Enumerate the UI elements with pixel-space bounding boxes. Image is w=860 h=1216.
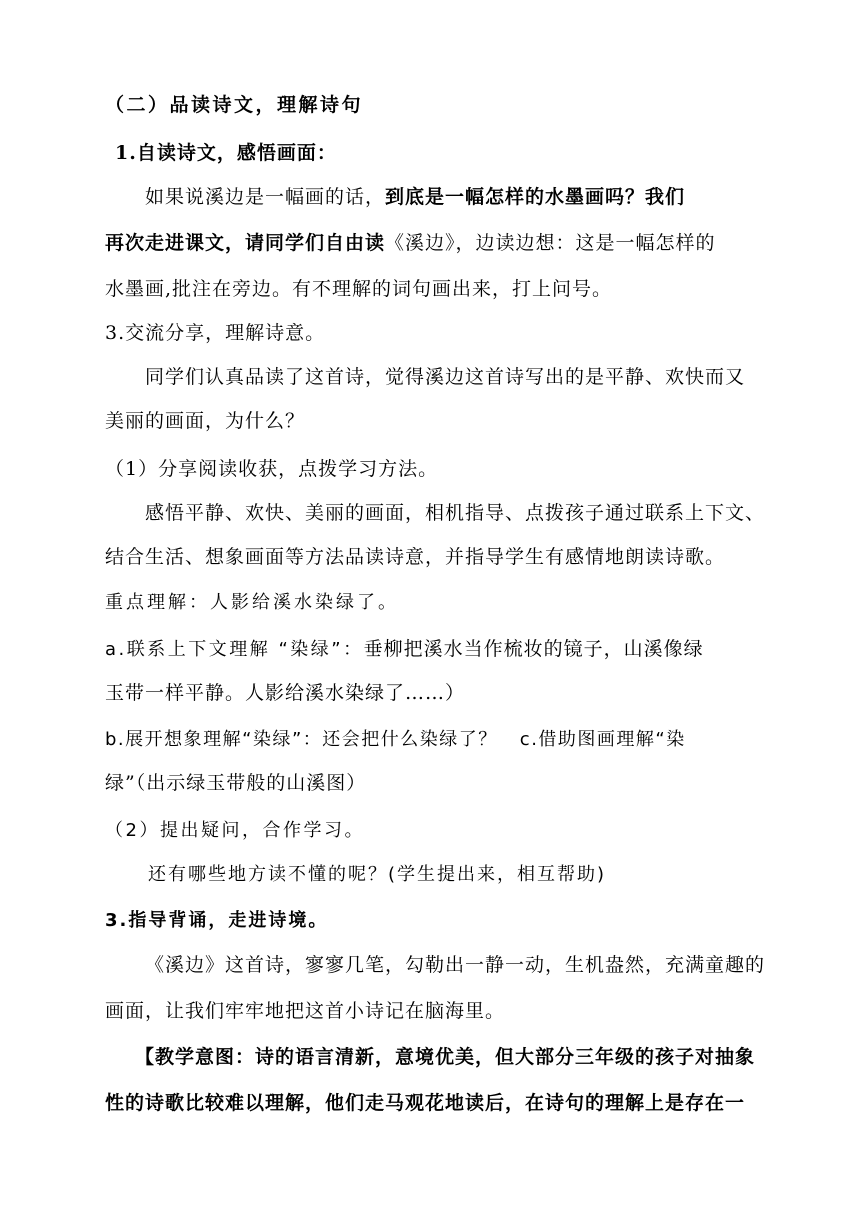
text-bold: 再次走进课文，请同学们自由读 bbox=[105, 232, 386, 254]
paragraph-line: 《溪边》这首诗，寥寥几笔，勾勒出一静一动，生机盎然，充满童趣的 bbox=[145, 954, 766, 976]
paragraph-line: 结合生活、想象画面等方法品读诗意，并指导学生有感情地朗读诗歌。 bbox=[105, 546, 726, 568]
step-heading-recite: 3.指导背诵，走进诗境。 bbox=[105, 910, 329, 931]
paragraph-line: 同学们认真品读了这首诗，觉得溪边这首诗写出的是平静、欢快而又 bbox=[145, 366, 746, 388]
sub-heading-2: （2）提出疑问，合作学习。 bbox=[105, 820, 365, 841]
step-heading-self-reading: 1.自读诗文，感悟画面： bbox=[115, 142, 337, 164]
text-normal: 《溪边》，边读边想：这是一幅怎样的 bbox=[385, 232, 716, 254]
paragraph-line: 还有哪些地方读不懂的呢？(学生提出来，相互帮助) bbox=[148, 864, 607, 885]
text-normal: c.借助图画理解“染 bbox=[519, 729, 686, 750]
step-heading-share: 3.交流分享，理解诗意。 bbox=[105, 322, 326, 344]
text-bold: 到底是一幅怎样的水墨画吗？我们 bbox=[385, 186, 686, 208]
teaching-intent-line: 性的诗歌比较难以理解，他们走马观花地读后，在诗句的理解上是存在一 bbox=[105, 1092, 746, 1114]
paragraph-line bbox=[145, 184, 685, 210]
teaching-intent-line: 【教学意图：诗的语言清新，意境优美，但大部分三年级的孩子对抽象 bbox=[135, 1046, 756, 1068]
text-normal: b.展开想象理解“染绿”：还会把什么染绿了？ bbox=[105, 729, 498, 750]
paragraph-line: 美丽的画面，为什么？ bbox=[105, 410, 306, 432]
text-normal: a.联系上下文理解 “染绿”： bbox=[105, 639, 364, 660]
paragraph-line: 感悟平静、欢快、美丽的画面，相机指导、点拨孩子通过联系上下文、 bbox=[145, 502, 766, 524]
paragraph-line: 水墨画,批注在旁边。有不理解的词句画出来，打上问号。 bbox=[105, 278, 613, 300]
paragraph-line bbox=[105, 636, 704, 663]
paragraph-line bbox=[105, 726, 686, 753]
section-heading: （二）品读诗文，理解诗句 bbox=[105, 94, 364, 116]
text-normal: 如果说溪边是一幅画的话， bbox=[145, 186, 386, 208]
text-normal: 垂柳把溪水当作梳妆的镜子，山溪像绿 bbox=[363, 638, 704, 660]
paragraph-line: 玉带一样平静。人影给溪水染绿了……） bbox=[105, 682, 466, 704]
key-point: 重点理解：人影给溪水染绿了。 bbox=[105, 592, 399, 613]
paragraph-line: 画面，让我们牢牢地把这首小诗记在脑海里。 bbox=[105, 1000, 506, 1022]
paragraph-line bbox=[105, 230, 716, 256]
sub-heading-1: （1）分享阅读收获，点拨学习方法。 bbox=[105, 458, 439, 480]
paragraph-line: 绿”（出示绿玉带般的山溪图） bbox=[105, 772, 367, 794]
